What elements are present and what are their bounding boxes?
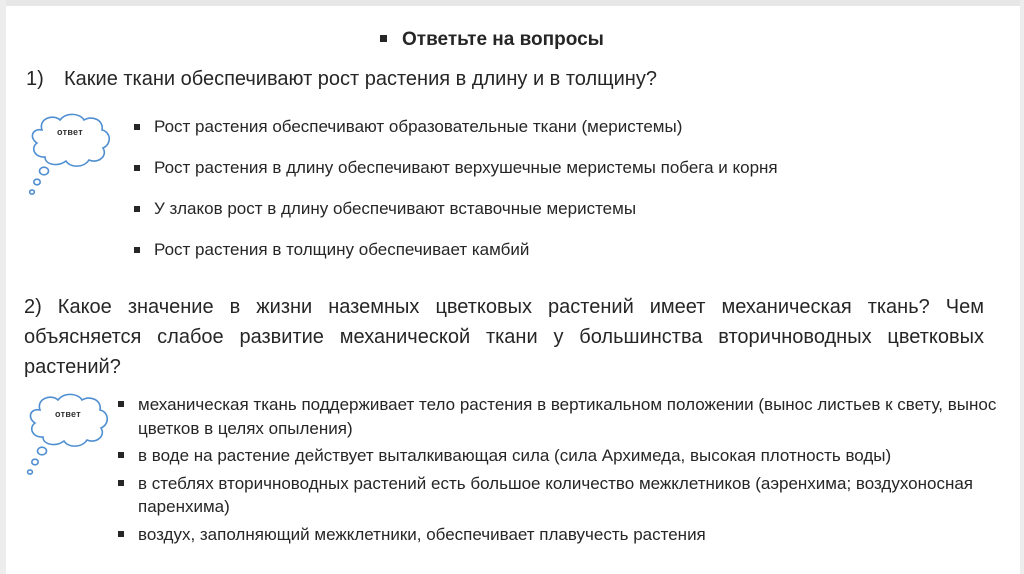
answer-bubble-2 bbox=[18, 388, 118, 478]
bullet-icon bbox=[134, 124, 140, 130]
bullet-icon bbox=[134, 247, 140, 253]
square-bullet-icon bbox=[380, 35, 387, 42]
question-1 bbox=[26, 68, 657, 91]
answers-list-2 bbox=[118, 393, 1008, 550]
bullet-icon bbox=[118, 531, 124, 537]
bullet-icon bbox=[134, 165, 140, 171]
bullet-icon bbox=[118, 452, 124, 458]
list-item: механическая ткань поддерживает тело растения в вертикальном положении (вынос листьев к свету, вынос цветков в целях опыления) bbox=[118, 393, 1008, 440]
slide-frame-right bbox=[1020, 0, 1024, 574]
thought-bubble-icon bbox=[20, 108, 120, 200]
answer-label: ответ bbox=[57, 127, 83, 137]
list-item: Рост растения обеспечивают образовательные ткани (меристемы) bbox=[134, 116, 778, 138]
bullet-icon bbox=[118, 401, 124, 407]
thought-bubble-icon bbox=[18, 388, 118, 480]
answer-bubble-1 bbox=[20, 108, 120, 198]
slide-title bbox=[380, 29, 604, 51]
list-item: в стеблях вторичноводных растений есть большое количество межклетников (аэренхима; воздухоносная паренхима) bbox=[118, 472, 1008, 519]
answer-label: ответ bbox=[55, 409, 81, 419]
question-1-number: 1) bbox=[26, 68, 44, 90]
list-item: Рост растения в толщину обеспечивает камбий bbox=[134, 239, 778, 261]
question-1-text: Какие ткани обеспечивают рост растения в длину и в толщину? bbox=[64, 68, 657, 90]
list-item: У злаков рост в длину обеспечивают вставочные меристемы bbox=[134, 198, 778, 220]
question-2: 2) Какое значение в жизни наземных цветковых растений имеет механическая ткань? Чем объясняется слабое развитие механической ткани у большинства вторичноводных цветковых растений? bbox=[24, 296, 984, 378]
answers-list-1 bbox=[134, 116, 778, 280]
list-item: в воде на растение действует выталкивающая сила (сила Архимеда, высокая плотность воды) bbox=[118, 444, 1008, 468]
list-item: воздух, заполняющий межклетники, обеспечивает плавучесть растения bbox=[118, 523, 1008, 547]
bullet-icon bbox=[134, 206, 140, 212]
slide-title-text: Ответьте на вопросы bbox=[402, 29, 604, 50]
bullet-icon bbox=[118, 480, 124, 486]
slide-frame-top bbox=[0, 0, 1024, 6]
slide-frame-left bbox=[0, 0, 6, 574]
list-item: Рост растения в длину обеспечивают верхушечные меристемы побега и корня bbox=[134, 157, 778, 179]
